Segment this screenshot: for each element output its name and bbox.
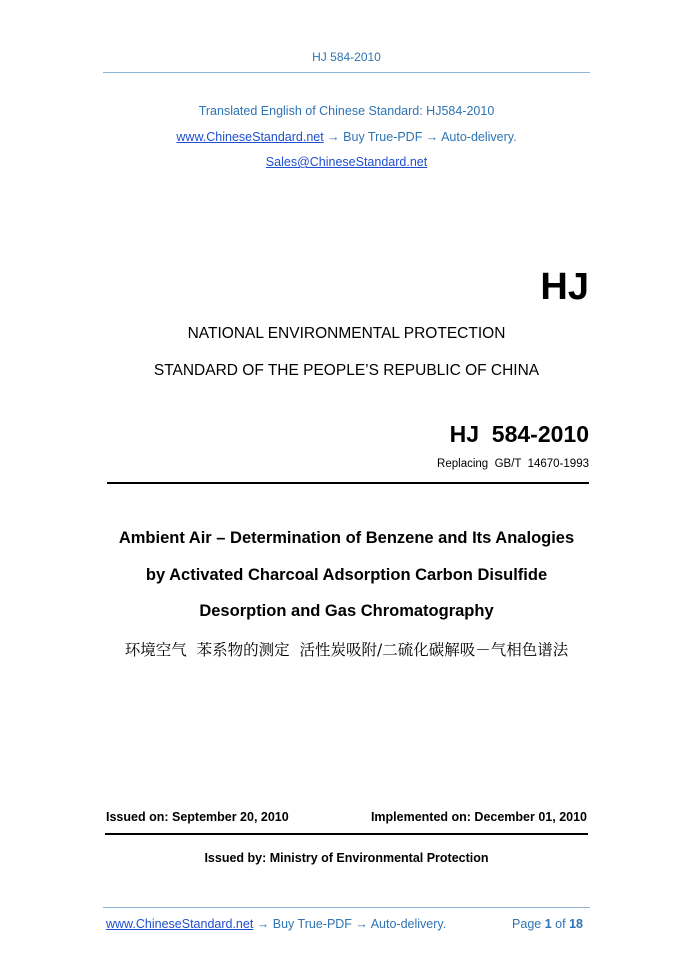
title-line-3: Desorption and Gas Chromatography <box>199 602 494 620</box>
replacing-note: Replacing GB/T 14670-1993 <box>437 458 589 470</box>
footer-divider <box>103 907 590 908</box>
issuing-authority: Issued by: Ministry of Environmental Protection <box>204 851 489 865</box>
implemented-on-date: Implemented on: December 01, 2010 <box>370 810 587 824</box>
title-chinese: 环境空气 苯系物的测定 活性炭吸附/二硫化碳解吸－气相色谱法 <box>124 641 569 659</box>
footer-buy-text: → Buy True-PDF → Auto-delivery. <box>253 917 447 931</box>
email-link[interactable]: Sales@ChineseStandard.net <box>265 155 428 169</box>
of-label: of <box>555 917 566 931</box>
promo-email-line <box>0 155 693 169</box>
number-divider <box>107 482 589 484</box>
page-label: Page <box>512 917 542 931</box>
total-pages: 18 <box>569 917 583 931</box>
buy-text: → Buy True-PDF → Auto-delivery. <box>323 130 517 144</box>
title-line-1: Ambient Air – Determination of Benzene and Its Analogies <box>118 529 575 547</box>
authority-line-1: NATIONAL ENVIRONMENTAL PROTECTION <box>187 325 506 342</box>
promo-buy-line <box>0 130 693 144</box>
promo-line: Translated English of Chinese Standard: HJ584-2010 <box>198 104 495 118</box>
website-link[interactable]: www.ChineseStandard.net <box>176 130 324 144</box>
authority-line-2: STANDARD OF THE PEOPLE’S REPUBLIC OF CHINA <box>153 362 540 379</box>
footer-buy-line <box>106 917 446 931</box>
dates-divider <box>105 833 588 835</box>
issued-on-date: Issued on: September 20, 2010 <box>106 810 289 824</box>
standard-number: HJ 584-2010 <box>449 421 589 447</box>
title-line-2: by Activated Charcoal Adsorption Carbon Disulfide <box>145 566 548 584</box>
header-divider <box>103 72 590 73</box>
footer-website-link[interactable]: www.ChineseStandard.net <box>106 917 254 931</box>
hj-logo: HJ <box>540 266 589 308</box>
running-header: HJ 584-2010 <box>312 50 381 64</box>
page-indicator <box>512 917 583 931</box>
page-number: 1 <box>544 917 552 931</box>
